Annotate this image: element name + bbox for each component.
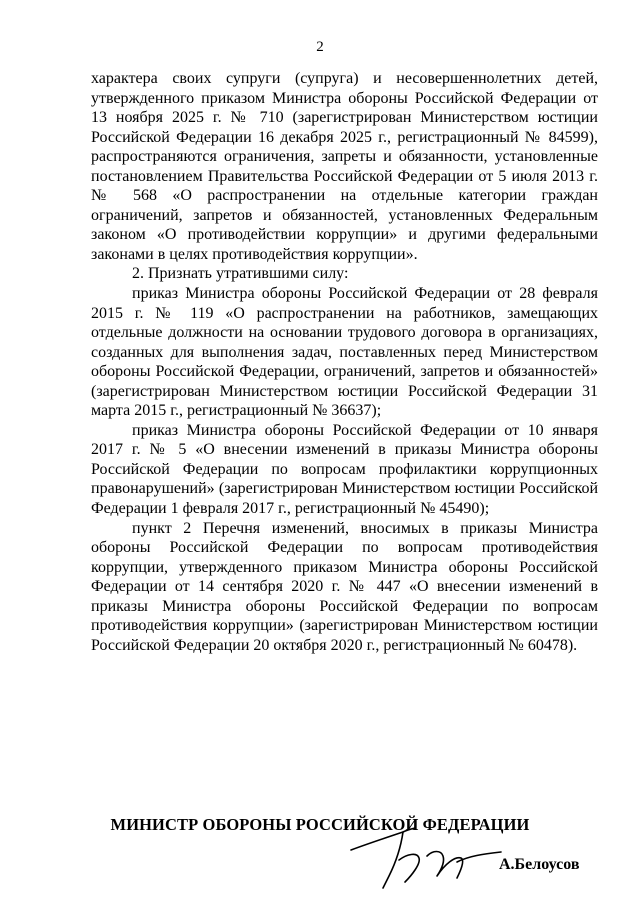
paragraph-2: 2. Признать утратившими силу: — [132, 265, 349, 283]
signature-icon — [345, 820, 505, 900]
paragraph-5: пункт 2 Перечня изменений, вносимых в приказы Министра обороны Российской Федерации по вопросам противодействия коррупции, утвержденного приказом Министра обороны Российской Федерации от 14 сентября 2020 г. № 447 «О внесении изменений в приказы Министра обороны Российской Федерации по вопросам противодействия коррупции» (зарегистрирован Министерством юстиции Российской Федерации 20 октября 2020 г., регистрационный № 60478). — [91, 519, 598, 654]
signer-name: А.Белоусов — [499, 856, 580, 873]
paragraph-1: характера своих супруги (супруга) и несовершеннолетних детей, утвержденного приказом Министра обороны Российской Федерации от 13 ноября 2025 г. № 710 (зарегистрирован Министерством юстиции Российской Федерации 16 декабря 2025 г., регистрационный № 84599), распространяются ограничения, запреты и обязанности, установленные постановлением Правительства Российской Федерации от 5 июля 2013 г. № 568 «О распространении на отдельные категории граждан ограничений, запретов и обязанностей, установленных Федеральным законом «О противодействии коррупции» и другими федеральными законами в целях противодействия коррупции». — [91, 70, 598, 263]
paragraph-4: приказ Министра обороны Российской Федерации от 10 января 2017 г. № 5 «О внесении изменений в приказы Министра обороны Российской Федерации по вопросам профилактики коррупционных правонарушений» (зарегистрирован Министерством юстиции Российской Федерации 1 февраля 2017 г., регистрационный № 45490); — [91, 421, 598, 518]
signatory-title: МИНИСТР ОБОРОНЫ РОССИЙСКОЙ ФЕДЕРАЦИИ — [110, 815, 530, 834]
document-body — [91, 69, 598, 655]
paragraph-3: приказ Министра обороны Российской Федерации от 28 февраля 2015 г. № 119 «О распространении на работников, замещающих отдельные должности на основании трудового договора в организациях, созданных для выполнения задач, поставленных перед Министерством обороны Российской Федерации, ограничений, запретов и обязанностей» (зарегистрирован Министерством юстиции Российской Федерации 31 марта 2015 г., регистрационный № 36637); — [91, 285, 598, 420]
page-number: 2 — [316, 39, 324, 55]
